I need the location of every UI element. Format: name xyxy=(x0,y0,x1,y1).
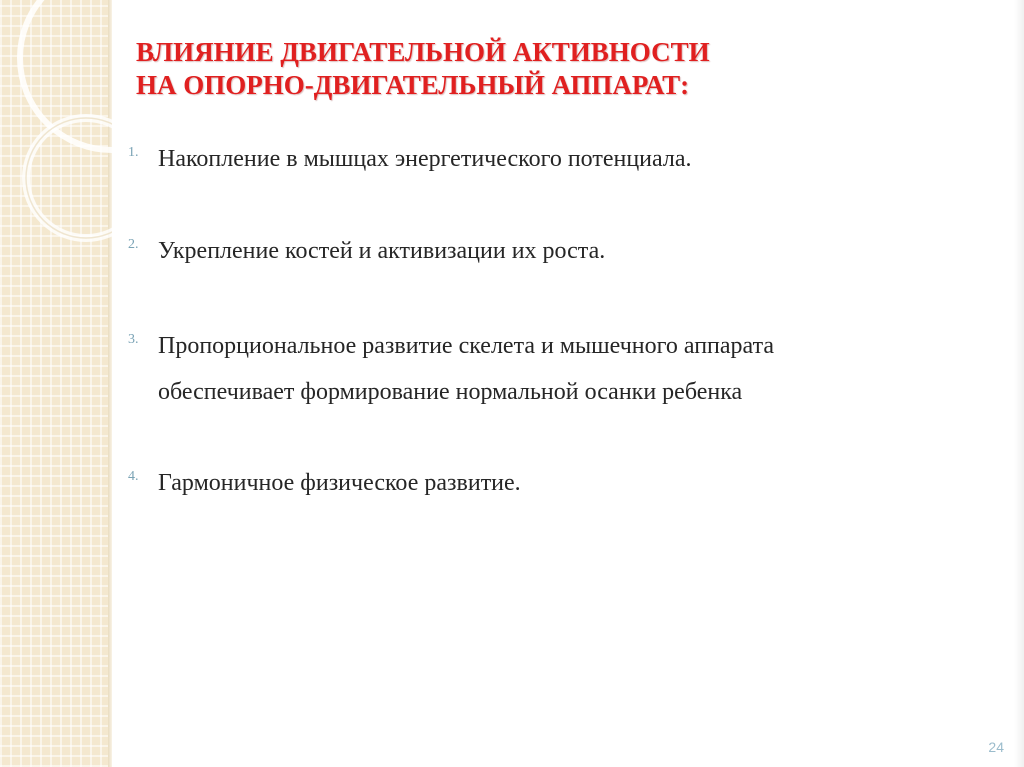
list-item-text: Гармоничное физическое развитие. xyxy=(158,470,521,496)
list-item-number: 1. xyxy=(128,145,139,160)
right-edge-shade xyxy=(1014,0,1024,767)
list-item-number: 4. xyxy=(128,469,139,484)
slide-title xyxy=(136,36,956,102)
decorative-rings-icon xyxy=(0,0,112,260)
list-item-text: Укрепление костей и активизации их роста. xyxy=(158,238,606,264)
list-item-text: Пропорциональное развитие скелета и мышечного аппарата обеспечивает формирование нормальной осанки ребенка xyxy=(158,333,774,405)
page-number: 24 xyxy=(988,739,1004,755)
list-item-number: 2. xyxy=(128,237,139,252)
list-item-number: 3. xyxy=(128,332,139,347)
title-line-1: ВЛИЯНИЕ ДВИГАТЕЛЬНОЙ АКТИВНОСТИ xyxy=(136,37,710,67)
title-line-2: НА ОПОРНО-ДВИГАТЕЛЬНЫЙ АППАРАТ: xyxy=(136,70,690,100)
list-item-text: Накопление в мышцах энергетического потенциала. xyxy=(158,146,692,172)
